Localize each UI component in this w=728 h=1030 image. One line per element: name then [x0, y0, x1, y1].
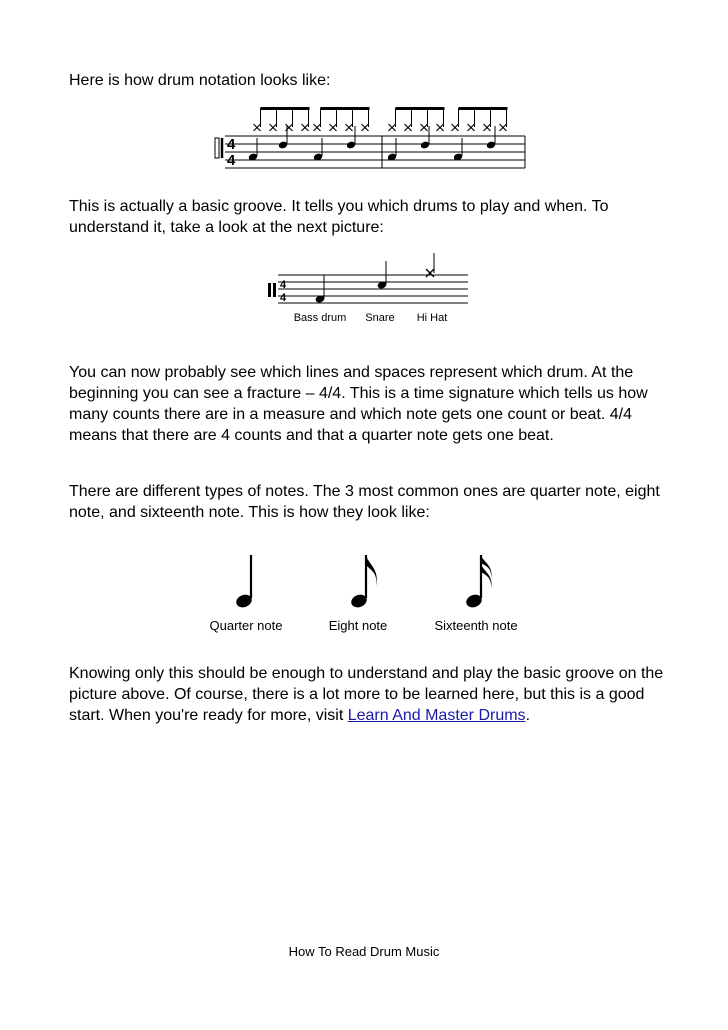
paragraph-closing: [69, 663, 669, 726]
sixteenth-note-symbol: [464, 555, 491, 610]
drum-groove-figure: [205, 100, 535, 178]
legend-label-snare: Snare: [365, 312, 395, 324]
eighth-note-symbol: [349, 555, 376, 610]
paragraph-groove: This is actually a basic groove. It tells you which drums to play and when. To understand it, take a look at the next picture:: [69, 198, 609, 236]
label-eighth-note: Eight note: [328, 618, 388, 633]
learn-and-master-drums-link[interactable]: Learn And Master Drums: [347, 707, 526, 724]
note-types-figure: [200, 550, 530, 640]
note-beam: [261, 107, 310, 110]
note-beam: [396, 107, 445, 110]
groove-time-sig-top: 4: [227, 136, 236, 153]
groove-notes: [248, 107, 508, 161]
drum-legend-figure: [258, 253, 473, 325]
label-sixteenth-note: Sixteenth note: [434, 618, 518, 633]
closing-text: Knowing only this should be enough to understand and play the basic groove on the picture above. Of course, there is a lot more to be learned here, but this is a good start. When you're ready for more, visit: [69, 665, 664, 724]
note-beam: [321, 107, 370, 110]
groove-time-sig-bottom: 4: [227, 152, 236, 169]
hi-hat-note: [426, 253, 434, 277]
note-beam: [459, 107, 508, 110]
paragraph-time-signature: You can now probably see which lines and spaces represent which drum. At the beginning you can see a fracture – 4/4. This is a time signature which tells us how many counts there are in a measure and which note gets one count or beat. 4/4 means that there are 4 counts and that a quarter note gets one beat.: [69, 364, 648, 444]
page-footer: How To Read Drum Music: [288, 944, 440, 959]
legend-time-sig-bottom: 4: [280, 292, 287, 304]
legend-label-hi-hat: Hi Hat: [416, 312, 448, 324]
paragraph-note-types: There are different types of notes. The 3 most common ones are quarter note, eight note, and sixteenth note. This is how they look like:: [69, 483, 660, 521]
label-quarter-note: Quarter note: [209, 618, 283, 633]
legend-label-bass-drum: Bass drum: [293, 312, 347, 324]
legend-time-sig-top: 4: [280, 279, 287, 291]
paragraph-intro: Here is how drum notation looks like:: [69, 72, 331, 89]
closing-period: .: [525, 707, 531, 724]
quarter-note-symbol: [234, 555, 253, 610]
